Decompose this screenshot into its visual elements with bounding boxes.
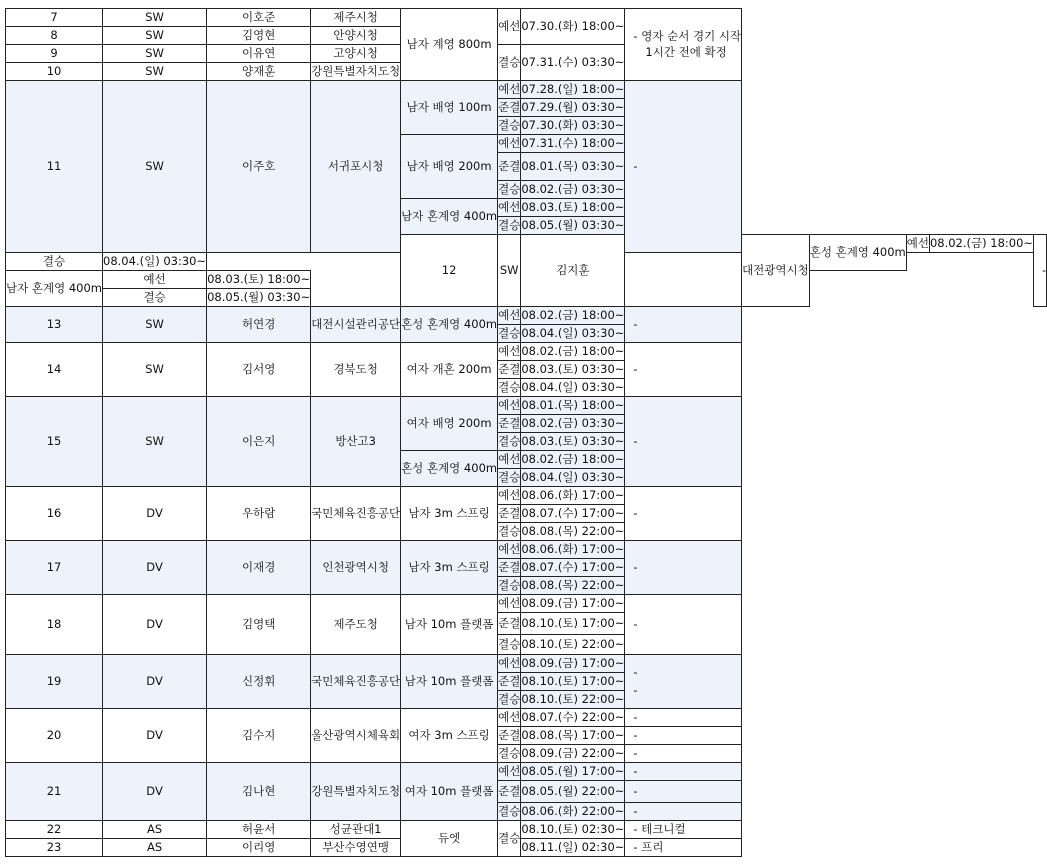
entry-no: 20 xyxy=(6,709,103,763)
entry-no: 22 xyxy=(6,821,103,839)
round-cell: 준결 xyxy=(498,505,521,523)
note-cell: - xyxy=(625,397,742,487)
round-cell: 결승 xyxy=(498,379,521,397)
round-cell: 결승 xyxy=(498,117,521,135)
table-row xyxy=(6,763,1047,781)
time-cell: 08.01.(목) 18:00~ xyxy=(521,397,625,415)
note-line: 1시간 전에 확정 xyxy=(645,44,727,59)
entry-sport: SW xyxy=(498,235,521,307)
entry-no: 18 xyxy=(6,595,103,655)
time-cell: 08.08.(목) 17:00~ xyxy=(521,727,625,745)
time-cell: 08.05.(월) 22:00~ xyxy=(521,781,625,803)
entry-team: 서귀포시청 xyxy=(311,81,401,253)
event-cell: 여자 배영 200m xyxy=(401,397,498,451)
entry-sport: DV xyxy=(103,595,207,655)
time-cell: 07.28.(일) 18:00~ xyxy=(521,81,625,99)
round-cell: 예선 xyxy=(103,271,207,289)
round-cell: 준결 xyxy=(498,613,521,635)
time-cell: 08.08.(목) 22:00~ xyxy=(521,523,625,541)
entry-sport: SW xyxy=(103,307,207,343)
round-cell: 준결 xyxy=(498,99,521,117)
event-cell: 남자 배영 100m xyxy=(401,81,498,135)
time-cell: 08.03.(토) 03:30~ xyxy=(521,361,625,379)
round-cell: 준결 xyxy=(498,727,521,745)
entry-no: 10 xyxy=(6,63,103,81)
time-cell: 08.02.(금) 18:00~ xyxy=(521,343,625,361)
table-row xyxy=(6,45,1047,63)
entry-name: 이은지 xyxy=(207,397,311,487)
entry-no: 21 xyxy=(6,763,103,821)
time-cell: 08.10.(토) 17:00~ xyxy=(521,613,625,635)
round-cell: 예선 xyxy=(498,541,521,559)
time-cell: 07.30.(화) 18:00~ xyxy=(521,9,625,45)
schedule-table xyxy=(5,8,1047,857)
time-cell: 08.10.(토) 17:00~ xyxy=(521,673,625,691)
round-cell: 예선 xyxy=(498,655,521,673)
entry-name: 이리영 xyxy=(207,839,311,857)
time-cell: 07.31.(수) 18:00~ xyxy=(521,135,625,153)
table-row xyxy=(6,343,1047,361)
entry-team: 제주도청 xyxy=(311,595,401,655)
entry-sport: DV xyxy=(103,655,207,709)
event-cell: 남자 3m 스프링 xyxy=(401,487,498,541)
entry-no: 8 xyxy=(6,27,103,45)
note-cell: - xyxy=(625,487,742,541)
note-line: - 영자 순서 경기 시작 xyxy=(633,29,742,43)
time-cell: 08.07.(수) 17:00~ xyxy=(521,505,625,523)
round-cell: 예선 xyxy=(498,397,521,415)
round-cell: 예선 xyxy=(498,9,521,45)
time-cell: 07.30.(화) 03:30~ xyxy=(521,117,625,135)
round-cell: 예선 xyxy=(498,487,521,505)
time-cell: 08.09.(금) 17:00~ xyxy=(521,595,625,613)
event-cell: 남자 3m 스프링 xyxy=(401,541,498,595)
entry-team: 강원특별자치도청 xyxy=(311,763,401,821)
entry-team: 제주시청 xyxy=(311,9,401,27)
table-row xyxy=(6,307,1047,325)
round-cell: 결승 xyxy=(498,803,521,821)
entry-no: 9 xyxy=(6,45,103,63)
event-cell: 남자 계영 800m xyxy=(401,9,498,81)
event-cell: 남자 혼계영 400m xyxy=(6,271,103,307)
table-row xyxy=(6,397,1047,415)
time-cell: 08.08.(목) 22:00~ xyxy=(521,577,625,595)
round-cell: 준결 xyxy=(498,415,521,433)
round-cell: 준결 xyxy=(498,559,521,577)
entry-team: 방산고3 xyxy=(311,397,401,487)
event-cell: 남자 10m 플랫폼 xyxy=(401,595,498,655)
entry-no: 13 xyxy=(6,307,103,343)
entry-team: 국민체육진흥공단 xyxy=(311,655,401,709)
round-cell: 예선 xyxy=(498,307,521,325)
entry-name: 김수지 xyxy=(207,709,311,763)
note-cell: - 프리 xyxy=(625,839,742,857)
time-cell: 08.05.(월) 03:30~ xyxy=(207,289,311,307)
note-cell: - xyxy=(625,727,742,745)
time-cell: 08.07.(수) 17:00~ xyxy=(521,559,625,577)
table-row xyxy=(6,595,1047,613)
note-cell: - xyxy=(625,781,742,803)
table-row xyxy=(6,655,1047,673)
time-cell: 08.06.(화) 17:00~ xyxy=(521,487,625,505)
round-cell: 결승 xyxy=(6,253,103,271)
event-cell: 혼성 혼계영 400m xyxy=(401,307,498,343)
entry-sport: AS xyxy=(103,821,207,839)
round-cell: 예선 xyxy=(906,235,929,253)
round-cell: 예선 xyxy=(498,343,521,361)
entry-name: 김영택 xyxy=(207,595,311,655)
entry-team: 울산광역시체육회 xyxy=(311,709,401,763)
entry-name: 허연경 xyxy=(207,307,311,343)
note-cell: - xyxy=(625,541,742,595)
entry-sport: SW xyxy=(103,63,207,81)
round-cell: 결승 xyxy=(498,577,521,595)
table-row xyxy=(6,541,1047,559)
round-cell: 결승 xyxy=(498,469,521,487)
time-cell: 08.03.(토) 18:00~ xyxy=(207,271,311,289)
entry-sport: SW xyxy=(103,27,207,45)
round-cell: 예선 xyxy=(498,81,521,99)
time-cell: 07.31.(수) 03:30~ xyxy=(521,45,625,81)
entry-sport: SW xyxy=(103,81,207,253)
entry-name: 양재훈 xyxy=(207,63,311,81)
table-row xyxy=(6,821,1047,839)
entry-team: 고양시청 xyxy=(311,45,401,63)
entry-no: 17 xyxy=(6,541,103,595)
entry-no: 23 xyxy=(6,839,103,857)
round-cell: 준결 xyxy=(498,153,521,181)
round-cell: 결승 xyxy=(498,217,521,235)
note-cell: - xyxy=(625,307,742,343)
entry-no: 11 xyxy=(6,81,103,253)
time-cell: 08.04.(일) 03:30~ xyxy=(103,253,207,271)
round-cell: 결승 xyxy=(498,691,521,709)
entry-name: 김지훈 xyxy=(521,235,625,307)
time-cell: 08.09.(금) 22:00~ xyxy=(521,745,625,763)
note-line: - xyxy=(633,665,638,679)
event-cell: 여자 개혼 200m xyxy=(401,343,498,397)
entry-team: 인천광역시청 xyxy=(311,541,401,595)
table-row xyxy=(6,709,1047,727)
round-cell: 결승 xyxy=(498,821,521,857)
note-cell xyxy=(625,655,742,709)
time-cell: 08.04.(일) 03:30~ xyxy=(521,469,625,487)
time-cell: 08.06.(화) 22:00~ xyxy=(521,803,625,821)
event-cell: 여자 3m 스프링 xyxy=(401,709,498,763)
time-cell: 08.01.(목) 03:30~ xyxy=(521,153,625,181)
entry-sport: DV xyxy=(103,487,207,541)
time-cell: 08.02.(금) 03:30~ xyxy=(521,415,625,433)
table-row xyxy=(6,9,1047,27)
time-cell: 08.07.(수) 22:00~ xyxy=(521,709,625,727)
note-cell: - xyxy=(625,745,742,763)
entry-sport: SW xyxy=(103,9,207,27)
time-cell: 08.03.(토) 03:30~ xyxy=(521,433,625,451)
entry-sport: DV xyxy=(103,763,207,821)
entry-sport: DV xyxy=(103,541,207,595)
time-cell: 08.04.(일) 03:30~ xyxy=(521,379,625,397)
round-cell: 예선 xyxy=(498,763,521,781)
entry-no: 7 xyxy=(6,9,103,27)
entry-no: 16 xyxy=(6,487,103,541)
entry-team: 대전시설관리공단 xyxy=(311,307,401,343)
time-cell: 08.04.(일) 03:30~ xyxy=(521,325,625,343)
time-cell: 08.02.(금) 03:30~ xyxy=(521,181,625,199)
note-cell: - 테크니컬 xyxy=(625,821,742,839)
entry-no: 15 xyxy=(6,397,103,487)
round-cell: 준결 xyxy=(498,673,521,691)
round-cell: 준결 xyxy=(498,781,521,803)
entry-name: 이유연 xyxy=(207,45,311,63)
note-cell xyxy=(625,9,742,81)
event-cell: 남자 혼계영 400m xyxy=(401,199,498,235)
round-cell: 결승 xyxy=(498,433,521,451)
entry-sport: AS xyxy=(103,839,207,857)
entry-team: 성균관대1 xyxy=(311,821,401,839)
time-cell: 08.05.(월) 17:00~ xyxy=(521,763,625,781)
event-cell: 남자 배영 200m xyxy=(401,135,498,199)
entry-sport: SW xyxy=(103,343,207,397)
time-cell: 08.06.(화) 17:00~ xyxy=(521,541,625,559)
time-cell: 08.10.(토) 02:30~ xyxy=(521,821,625,839)
time-cell: 08.05.(월) 03:30~ xyxy=(521,217,625,235)
note-line: - xyxy=(633,682,638,697)
time-cell: 08.02.(금) 18:00~ xyxy=(521,307,625,325)
entry-name: 김영현 xyxy=(207,27,311,45)
round-cell: 결승 xyxy=(498,635,521,655)
entry-team: 경북도청 xyxy=(311,343,401,397)
event-cell: 듀엣 xyxy=(401,821,498,857)
time-cell: 08.02.(금) 18:00~ xyxy=(521,451,625,469)
round-cell: 준결 xyxy=(498,361,521,379)
note-cell: - xyxy=(625,343,742,397)
round-cell: 결승 xyxy=(498,181,521,199)
entry-no: 12 xyxy=(401,235,498,307)
note-cell: - xyxy=(625,763,742,781)
entry-name: 김서영 xyxy=(207,343,311,397)
entry-team: 안양시청 xyxy=(311,27,401,45)
note-cell: - xyxy=(625,595,742,655)
entry-name: 김나현 xyxy=(207,763,311,821)
round-cell: 결승 xyxy=(498,745,521,763)
entry-name: 이재경 xyxy=(207,541,311,595)
entry-sport: SW xyxy=(103,397,207,487)
time-cell: 08.03.(토) 18:00~ xyxy=(521,199,625,217)
entry-name: 신정휘 xyxy=(207,655,311,709)
table-row xyxy=(6,487,1047,505)
round-cell: 결승 xyxy=(498,325,521,343)
entry-team: 부산수영연맹 xyxy=(311,839,401,857)
entry-name: 허윤서 xyxy=(207,821,311,839)
round-cell: 결승 xyxy=(498,45,521,81)
entry-sport: SW xyxy=(103,45,207,63)
time-cell: 08.11.(일) 02:30~ xyxy=(521,839,625,857)
event-cell: 남자 10m 플랫폼 xyxy=(401,655,498,709)
entry-name: 이호준 xyxy=(207,9,311,27)
round-cell: 결승 xyxy=(498,523,521,541)
round-cell: 결승 xyxy=(103,289,207,307)
table-row xyxy=(6,81,1047,99)
note-cell: - xyxy=(625,803,742,821)
event-cell: 여자 10m 플랫폼 xyxy=(401,763,498,821)
round-cell: 예선 xyxy=(498,595,521,613)
note-cell: - xyxy=(625,709,742,727)
entry-sport: DV xyxy=(103,709,207,763)
entry-name: 우하람 xyxy=(207,487,311,541)
round-cell: 예선 xyxy=(498,451,521,469)
time-cell: 08.10.(토) 22:00~ xyxy=(521,635,625,655)
time-cell: 08.09.(금) 17:00~ xyxy=(521,655,625,673)
entry-team: 대전광역시청 xyxy=(742,235,810,307)
time-cell: 08.10.(토) 22:00~ xyxy=(521,691,625,709)
time-cell: 07.29.(월) 03:30~ xyxy=(521,99,625,117)
entry-team: 국민체육진흥공단 xyxy=(311,487,401,541)
round-cell: 예선 xyxy=(498,709,521,727)
entry-no: 14 xyxy=(6,343,103,397)
round-cell: 예선 xyxy=(498,199,521,217)
entry-no: 19 xyxy=(6,655,103,709)
table-row xyxy=(6,839,1047,857)
note-cell: - xyxy=(1034,235,1047,307)
time-cell: 08.02.(금) 18:00~ xyxy=(929,235,1033,253)
round-cell: 예선 xyxy=(498,135,521,153)
event-cell: 혼성 혼계영 400m xyxy=(401,451,498,487)
event-cell: 혼성 혼계영 400m xyxy=(809,235,906,271)
entry-team: 강원특별자치도청 xyxy=(311,63,401,81)
entry-name: 이주호 xyxy=(207,81,311,253)
note-cell: - xyxy=(625,81,742,253)
